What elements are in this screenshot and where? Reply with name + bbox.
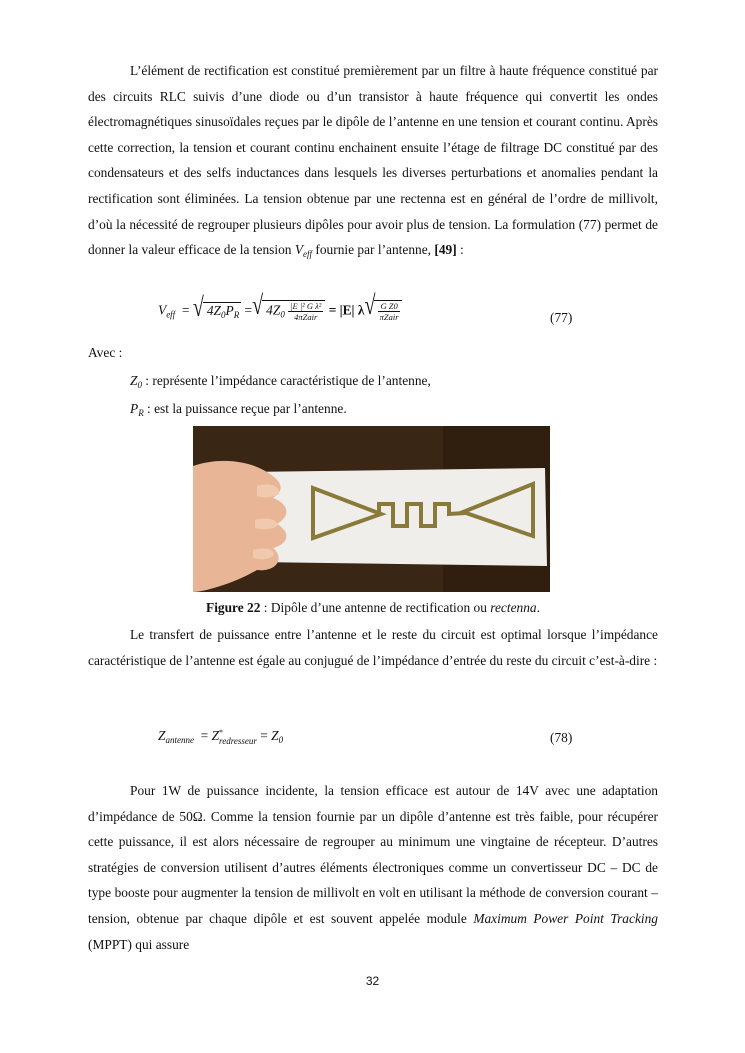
var-v-eff: $V_{eff}$ (294, 242, 313, 260)
avec-label: Avec : (88, 345, 123, 360)
equation-77 (158, 300, 658, 342)
equation-78: $Z_{antenne} = Z$ * redresseur = $Z_0$ (78) (158, 728, 573, 746)
rectenna-photo (193, 426, 550, 592)
eq-lhs-sub: eff (166, 309, 176, 320)
paragraph-tail: fournie par l’antenne, (312, 242, 435, 258)
page-number: 32 (365, 974, 380, 988)
paragraph-end: : (456, 242, 464, 258)
paragraph-impedance: Le transfert de puissance entre l’antenne et le reste du circuit est optimal lorsque l’impédance caractéristique de l’antenne est égale au conjugué de l’impédance d’entrée du reste du circuit c’est-à-dire : (88, 627, 658, 668)
paragraph-text: L’élément de rectification est constitué premièrement par un filtre à haute fréquence constitué par des circuits RLC suivis d’une diode ou d’un transistor à haute fréquence qui convertit les ondes électromagnétiques sinusoïdales reçues par le dipôle de l’antenne en une tension et courant continu. Après cette correction, la tension et courant continu enchainent ensuite l’étage de filtrage DC constitué par des condensateurs et des selfs inductances dans lesquels les diverses perturbations et anomalies pendant la rectification sont éliminées. La tension obtenue par une rectenna est en général de l’ordre de millivolt, d’où la nécessité de regrouper plusieurs dipôles pour avoir plus de tension. La formulation (77) permet de donner la valeur efficace de la tension (88, 63, 658, 258)
citation-ref: [49] (434, 242, 457, 258)
eq-sign: = (244, 302, 253, 318)
figure-caption: Figure 22 : Dipôle d’une antenne de rectification ou rectenna. (206, 600, 540, 615)
eq-lhs: V (158, 302, 167, 318)
rectenna-photo-illustration (193, 426, 550, 592)
definition-z0: $Z_0$ : représente l’impédance caractéristique de l’antenne, (130, 373, 431, 390)
eq-rhs: = |E| λ (328, 302, 365, 318)
fraction-2: √ $\frac{\text{G Z0}}{\text{πZair}}$ (379, 301, 399, 322)
equation-number: (77) (550, 310, 573, 325)
equation-number: (78) (550, 730, 573, 745)
fraction-1: $\frac{\text{|E |² G λ²}}{\text{4πZair}}$ (290, 301, 322, 322)
sqrt-1: √ $4Z_0P_R$ (203, 302, 241, 320)
definition-pr: $P_R$ : est la puissance reçue par l’antenne. (130, 401, 347, 418)
eq-sign: = (181, 302, 190, 318)
paragraph-rectification (88, 58, 658, 268)
paragraph-mppt: Pour 1W de puissance incidente, la tension efficace est autour de 14V avec une adaptation d’impédance de 50Ω. Comme la tension fournie par un dipôle d’antenne est très faible, pour récupérer cette puissance, il est alors nécessaire de regrouper au minimum une vingtaine de récepteur. D’autres stratégies de conversion utilisent d’autres éléments électroniques comme un convertisseur DC – DC de type booste pour augmenter la tension de millivolt en volt en utilisant la méthode de conversion courant – tension, obtenue par chaque dipôle et est souvent appelée module Maximum Power Point Tracking (MPPT) qui assure (88, 783, 658, 952)
sqrt-2: √ $4Z_0$ $\frac{\text{|E |² G λ²}}{\text{4πZair}}$ (262, 300, 325, 322)
sqrt-3 (374, 300, 401, 322)
